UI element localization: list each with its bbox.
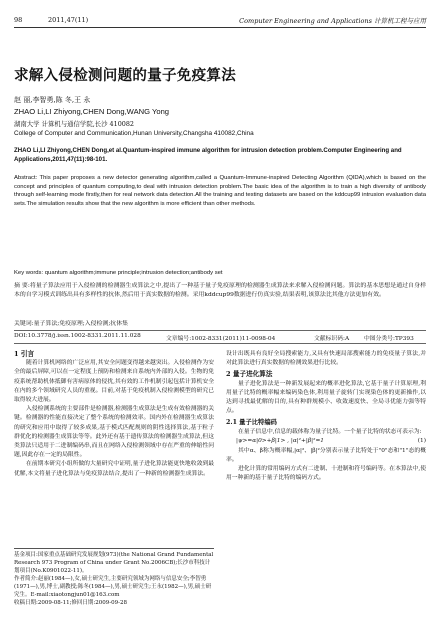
right-column: [226, 350, 426, 484]
intro-paragraph: 在前期本研究小组所做的大量研究中证明,量子进化算法能更快地收敛到最优解,本文将量子进化算法与免疫算法结合,提出了一种新的检测器生成算法。: [14, 461, 214, 477]
equation-text: |ψ>=α|0>+β|1> , |α|²+|β|²=1: [236, 437, 324, 444]
affiliation-chinese: 湖南大学 计算机与通信学院,长沙 410082: [14, 120, 134, 128]
article-number: 文章编号:1002-8331(2011)11-0098-04: [166, 336, 276, 342]
intro-paragraph: 随着计算机网络的广泛应用,其安全问题变得越来越突出。入侵检测作为安全的最后屏障,可以在一定程度上预防和检测来自系统内外部的入侵。生物的免疫系统帮助机体抵御有害病原体的侵扰,其有效的工作机制引起包括计算机安全在内的多个领域研究人员的重视。目前,对基于免疫机制入侵检测模型的研究已取得较大进展。: [14, 360, 214, 404]
affiliation-english: College of Computer and Communication,Hunan University,Changsha 410082,China: [14, 130, 254, 137]
subsection-heading: 2.1 量子比特编码: [226, 419, 277, 427]
equation-1: [226, 437, 426, 447]
citation: ZHAO Li,LI Zhiyong,CHEN Dong,et al.Quantum-inspired immune algorithm for intrusion detection problem.Computer Engineering and Applications,2011,47(11):98-101.: [14, 147, 402, 163]
footnote-author-bio: 作者简介:赵丽(1984—),女,硕士研究生,主要研究领域为网络与信息安全;李智勇(1971—),男,博士,副教授;陈冬(1984—),男,硕士研究生;王永(1982—),男,硕士研究生。E-mail:xiaotongjun01@163.com: [14, 576, 212, 598]
paper-title: 求解入侵检测问题的量子免疫算法: [14, 67, 236, 84]
section-heading-intro: 1 引言: [14, 350, 35, 358]
authors-english: ZHAO Li,LI Zhiyong,CHEN Dong,WANG Yong: [14, 107, 170, 116]
issue-info: 2011,47(11): [48, 16, 89, 24]
journal-name: Computer Engineering and Applications 计算机工程与应用: [239, 17, 426, 25]
body-paragraph: 在量子信息中,信息的载体称为量子比特。一个量子比特的状态可表示为:: [238, 428, 422, 435]
doi: DOI:10.3778/j.issn.1002-8331.2011.11.028: [14, 333, 141, 339]
body-paragraph: 进化计算的常用编码方式有二进制、十进制和符号编码等。在本算法中,使用一种新的基于量子比特的编码方式。: [226, 466, 426, 482]
keywords-chinese: 关键词:量子算法;免疫原理;入侵检测;抗体集: [14, 321, 128, 327]
section-heading-qea: 2 量子进化算法: [226, 370, 273, 379]
article-identifiers: [14, 330, 426, 344]
document-code: 文献标识码:A: [314, 336, 350, 342]
body-paragraph: 设计出既具有良好全局搜索能力,又具有快速局部搜索能力的免疫量子算法,并对此算法进行真实数据的检测效果进行比较。: [226, 351, 426, 367]
footnote-funding: 基金项目:国家重点基础研究发展规划(973)(the National Grand Fundamental Research 973 Program of China under Grant No.2006CB);长沙市科技计划项目(No.K0901022-11)。: [14, 552, 214, 574]
abstract-chinese: 摘 要:将量子算法应用于入侵检测的检测器生成算法之中,提出了一种基于量子免疫原理的检测器生成算法来求解入侵检测问题。算法的基本思想是通过自身样本的自学习模式训练出具有多样性的抗体,然后用于真实数据的检测。采用kddcup99数据进行仿真实验,结果表明,该算法比其他方法更加有效。: [14, 283, 426, 298]
abstract-english: Abstract: This paper proposes a new detector generating algorithm,called a Quantum-Immune-inspired Detecting Algorithm (QIDA),which is based on the concept and principles of quantum computing,to deal with intrusion detection problem.The basic idea of the algorithm is to train a high diversity of antibody through self-learning mode firstly,then for real network data detection.All the training and testing datasets are based on the kddcup99 intrusion evaluation data sets.The simulation results show that the new algorithm is more efficient than other methods.: [14, 175, 426, 207]
body-paragraph: 量子进化算法是一种新发展起来的概率进化算法,它基于量子计算原理,利用量子比特的概率幅来编码染色体,利用量子旋转门实现染色体的更新操作,以达到寻找最优解的目的,具有种群规模小、收敛速度快、全局寻优能力强等特点。: [226, 380, 426, 415]
intro-paragraph: 入侵检测系统的主要部件是检测器,检测器生成算法是生成有效检测器的关键。检测器的性能直接决定了整个系统的检测效率。国内外在检测器生成算法的研究和应用中取得了较多成果,基于模式匹配规则的阴性选择算法,基于粒子群优化的检测器生成算法等等。此外还有基于遗传算法的检测器生成算法,但这类算法只适用于二进制编码串,而且在网络入侵检测领域中存在严重的伸缩性问题,因此存在一定的局限性。: [14, 406, 214, 459]
page-number: 98: [14, 16, 23, 24]
authors-chinese: 赵 丽,李智勇,陈 冬,王 永: [14, 96, 91, 104]
equation-number: (1): [417, 437, 426, 444]
footnotes: [14, 548, 214, 607]
clc-number: 中图分类号:TP393: [364, 336, 414, 342]
keywords-english: Key words: quantum algorithm;immune principle;intrusion detection;antibody set: [14, 270, 223, 276]
footnote-dates: 收稿日期:2009-08-11;修回日期:2009-09-28: [14, 600, 127, 606]
body-paragraph: 其中α、β称为概率幅,|α|²、|β|²分别表示量子比特处于"0"态和"1"态的概率。: [226, 447, 426, 464]
running-header: [14, 14, 426, 28]
left-column: [14, 350, 214, 479]
